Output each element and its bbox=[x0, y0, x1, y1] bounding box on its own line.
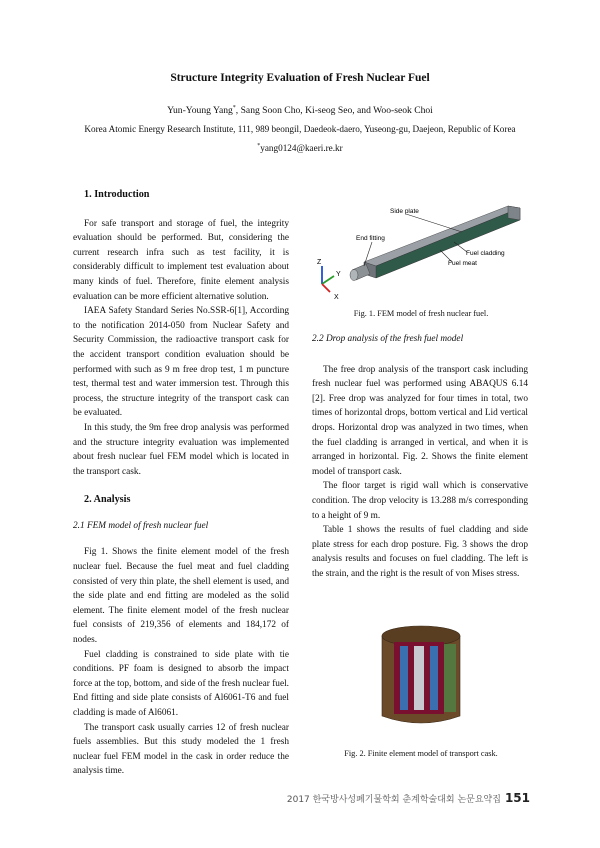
y-axis-arrow bbox=[322, 276, 334, 284]
label-fuel-meat: Fuel meat bbox=[448, 260, 477, 267]
analysis-paragraph-2: Fuel cladding is constrained to side plate with tie conditions. PF foam is designed to absorb the impact force at the top, bottom, and side of the fresh nuclear fuel. End fitting and side plate consists of Al6061-T6 and fuel cladding is made of Al6061. bbox=[73, 649, 289, 718]
intro-paragraph-2: IAEA Safety Standard Series No.SSR-6[1], According to the notification 2014-050 from Nuclear Safety and Security Commission, the radioactive transport cask for the accident transport condition evaluation should be performed with such as 9 m free drop test, 1 m puncture test, thermal test and water immersion test. Through this process, the structure integrity of the transport cask can be evaluated. bbox=[73, 306, 289, 419]
page-footer bbox=[287, 791, 530, 805]
cask-side-section bbox=[444, 644, 456, 712]
page-number: 151 bbox=[504, 791, 530, 805]
right-column bbox=[312, 332, 528, 582]
x-axis-label: X bbox=[334, 294, 339, 301]
y-axis-label: Y bbox=[336, 271, 341, 278]
figure-1-fem-model bbox=[312, 196, 530, 302]
fuel-assembly-center bbox=[414, 646, 424, 710]
section-heading-analysis: 2. Analysis bbox=[84, 494, 131, 506]
analysis-paragraph-3: The transport cask usually carries 12 of fresh nuclear fuels assemblies. But this study modeled the 1 fresh nuclear fuel FEM model in the cask in order reduce the analysis time. bbox=[73, 722, 289, 777]
left-column bbox=[73, 188, 289, 779]
affiliation: Korea Atomic Energy Research Institute, 111, 989 beongil, Daedeok-daero, Yuseong-gu, Daejeon, Republic of Korea bbox=[84, 124, 516, 134]
analysis-paragraph-5: The floor target is rigid wall which is conservative condition. The drop velocity is 13.288 m/s corresponding to a height of 9 m. bbox=[312, 481, 528, 521]
far-end-face bbox=[508, 206, 520, 220]
label-side-plate: Side plate bbox=[390, 208, 419, 215]
x-axis-arrow bbox=[322, 284, 330, 292]
figure-2-transport-cask bbox=[376, 618, 466, 730]
author-primary: Yun-Young Yang bbox=[167, 105, 233, 116]
intro-paragraph-3: In this study, the 9m free drop analysis was performed and the structure integrity evaluation was implemented about fresh nuclear fuel FEM model which is located in the transport cask. bbox=[73, 422, 289, 477]
analysis-paragraph-4: The free drop analysis of the transport cask including fresh nuclear fuel was performed using ABAQUS 6.14 [2]. Free drop was analyzed for four times in total, two times of horizontal drops, bottom vertical and Lid vertical drops. Horizontal drop was analyzed in two times, when the fuel cladding is arranged in vertical, and when it is arranged in horizontal. Fig. 2. Shows the finite element model of transport cask. bbox=[312, 364, 528, 477]
end-fitting-cap bbox=[350, 270, 358, 281]
fuel-assembly-right bbox=[430, 646, 438, 710]
subsection-heading-fem-model: 2.1 FEM model of fresh nuclear fuel bbox=[73, 520, 209, 531]
analysis-paragraph-6: Table 1 shows the results of fuel cladding and side plate stress for each drop posture. Fig. 3 shows the drop analysis results and focuses on fuel cladding. The left is the strain, and the right is the result of von Mises stress. bbox=[312, 525, 528, 579]
analysis-paragraph-1: Fig 1. Shows the finite element model of the fresh nuclear fuel. Because the fuel meat and fuel cladding consisted of very thin plate, the shell element is used, and the side plate and end fitting are modeled as the solid element. The finite element model of the fresh nuclear fuel consists of 219,356 of elements and 184,172 of nodes. bbox=[73, 547, 289, 646]
label-end-fitting: End fitting bbox=[356, 235, 385, 242]
fuel-assembly-left bbox=[400, 646, 408, 710]
figure-1-caption: Fig. 1. FEM model of fresh nuclear fuel. bbox=[353, 309, 489, 318]
footer-proceedings: 2017 한국방사성폐기물학회 춘계학술대회 논문요약집 bbox=[286, 795, 501, 805]
paper-title: Structure Integrity Evaluation of Fresh Nuclear Fuel bbox=[170, 72, 430, 84]
intro-paragraph-1: For safe transport and storage of fuel, the integrity evaluation should be performed. But, considering the current research infra such as test facility, it is considerably difficult to implement test evaluation about many kinds of fuel. Therefore, finite element analysis evaluation can be more efficient alternative solution. bbox=[73, 218, 289, 302]
label-fuel-cladding: Fuel cladding bbox=[466, 250, 505, 257]
leader-side-plate bbox=[406, 214, 462, 232]
fuel-meat-face bbox=[376, 208, 520, 278]
author-list bbox=[0, 105, 600, 116]
email-line bbox=[0, 143, 600, 153]
section-heading-introduction: 1. Introduction bbox=[84, 189, 150, 200]
email-address: yang0124@kaeri.re.kr bbox=[260, 143, 343, 153]
z-axis-label: Z bbox=[317, 259, 322, 266]
author-coauthors: , Sang Soon Cho, Ki-seog Seo, and Woo-seok Choi bbox=[235, 105, 433, 116]
corresponding-mark: * bbox=[232, 104, 236, 111]
figure-2-caption: Fig. 2. Finite element model of transport cask. bbox=[344, 749, 498, 758]
subsection-heading-drop-analysis: 2.2 Drop analysis of the fresh fuel model bbox=[312, 334, 464, 344]
side-plate-top-face bbox=[364, 206, 520, 266]
email-mark: * bbox=[257, 142, 261, 149]
